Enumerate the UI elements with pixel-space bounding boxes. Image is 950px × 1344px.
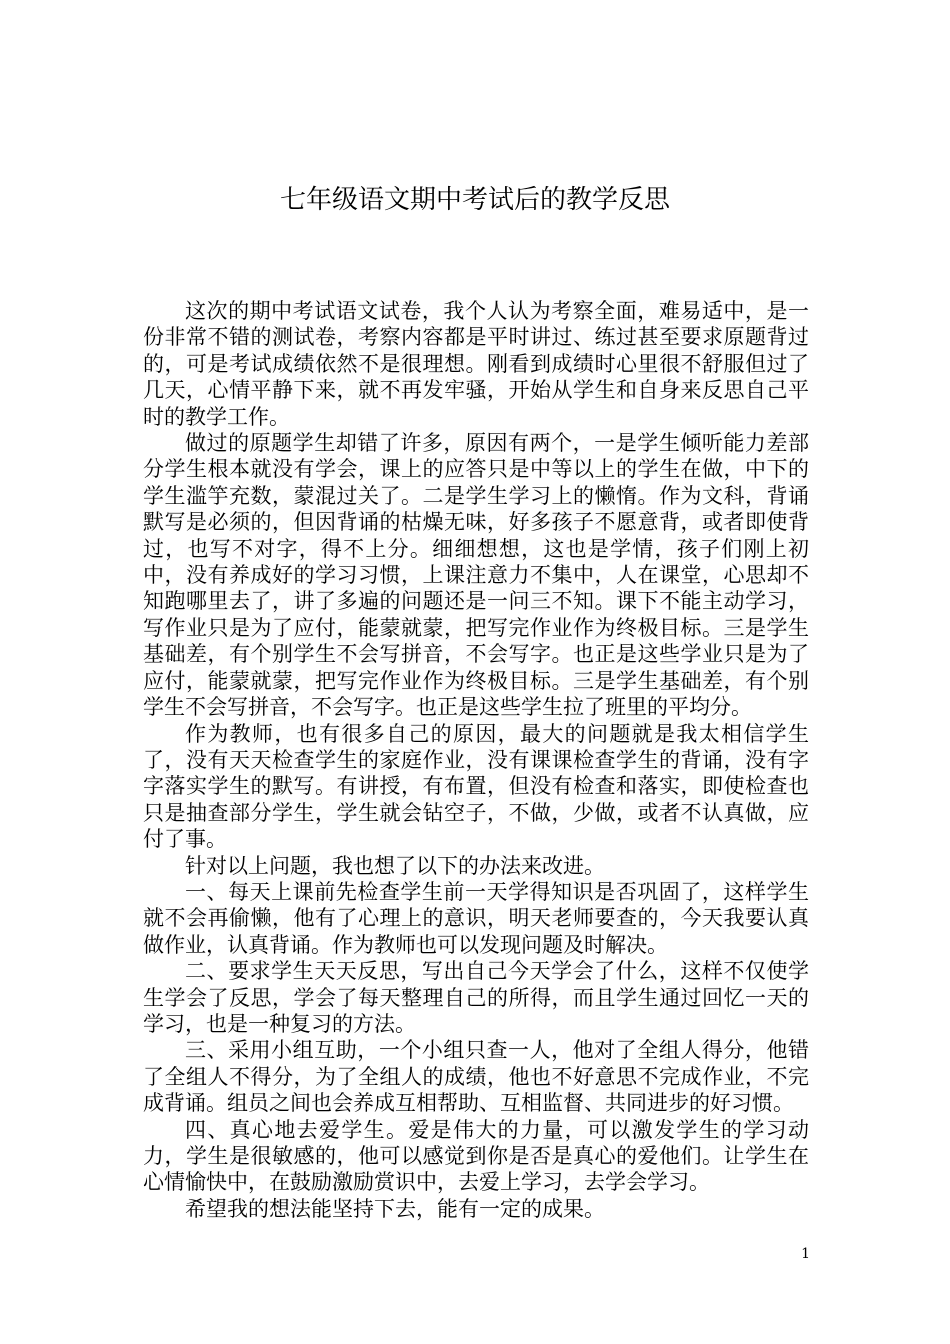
paragraph: 希望我的想法能坚持下去，能有一定的成果。 [185,1196,605,1221]
paragraph: 一、每天上课前先检查学生前一天学得知识是否巩固了，这样学生就不会再偷懒，他有了心理上的意识，明天老师要查的，今天我要认真做作业，认真背诵。作为教师也可以发现问题及时解决。 [143,879,809,957]
paragraph: 四、真心地去爱学生。爱是伟大的力量，可以激发学生的学习动力，学生是很敏感的，他可以感觉到你是否是真心的爱他们。让学生在心情愉快中，在鼓励激励赏识中，去爱上学习，去学会学习。 [143,1117,809,1195]
paragraph: 这次的期中考试语文试卷，我个人认为考察全面，难易适中，是一份非常不错的测试卷，考察内容都是平时讲过、练过甚至要求原题背过的，可是考试成绩依然不是很理想。刚看到成绩时心里很不舒服但过了几天，心情平静下来，就不再发牢骚，开始从学生和自身来反思自己平时的教学工作。 [143,299,809,429]
paragraph: 三、采用小组互助，一个小组只查一人，他对了全组人得分，他错了全组人不得分，为了全组人的成绩，他也不好意思不完成作业，不完成背诵。组员之间也会养成互相帮助、互相监督、共同进步的好习惯。 [143,1038,809,1116]
paragraph: 作为教师，也有很多自己的原因，最大的问题就是我太相信学生了，没有天天检查学生的家庭作业，没有课课检查学生的背诵，没有字字落实学生的默写。有讲授，有布置，但没有检查和落实，即使检查也只是抽查部分学生，学生就会钻空子，不做，少做，或者不认真做，应付了事。 [143,721,809,852]
paragraph: 针对以上问题，我也想了以下的办法来改进。 [185,853,605,878]
document-body [143,298,809,1222]
paragraph: 二、要求学生天天反思，写出自己今天学会了什么，这样不仅使学生学会了反思，学会了每天整理自己的所得，而且学生通过回忆一天的学习，也是一种复习的方法。 [143,959,809,1036]
page-number: 1 [801,1246,810,1262]
paragraph: 做过的原题学生却错了许多，原因有两个，一是学生倾听能力差部分学生根本就没有学会，课上的应答只是中等以上的学生在做，中下的学生滥竽充数，蒙混过关了。二是学生学习上的懒惰。作为文科，背诵默写是必须的，但因背诵的枯燥无味，好多孩子不愿意背，或者即使背过，也写不对字，得不上分。细细想想，这也是学情，孩子们刚上初中，没有养成好的学习习惯，上课注意力不集中，人在课堂，心思却不知跑哪里去了，讲了多遍的问题还是一问三不知。课下不能主动学习，写作业只是为了应付，能蒙就蒙，把写完作业作为终极目标。三是学生基础差，有个别学生不会写拼音，不会写字。也正是这些学业只是为了应付，能蒙就蒙，把写完作业作为终极目标。三是学生基础差，有个别学生不会写拼音，不会写字。也正是这些学生拉了班里的平均分。 [143,431,809,720]
page-title: 七年级语文期中考试后的教学反思 [279,185,670,215]
